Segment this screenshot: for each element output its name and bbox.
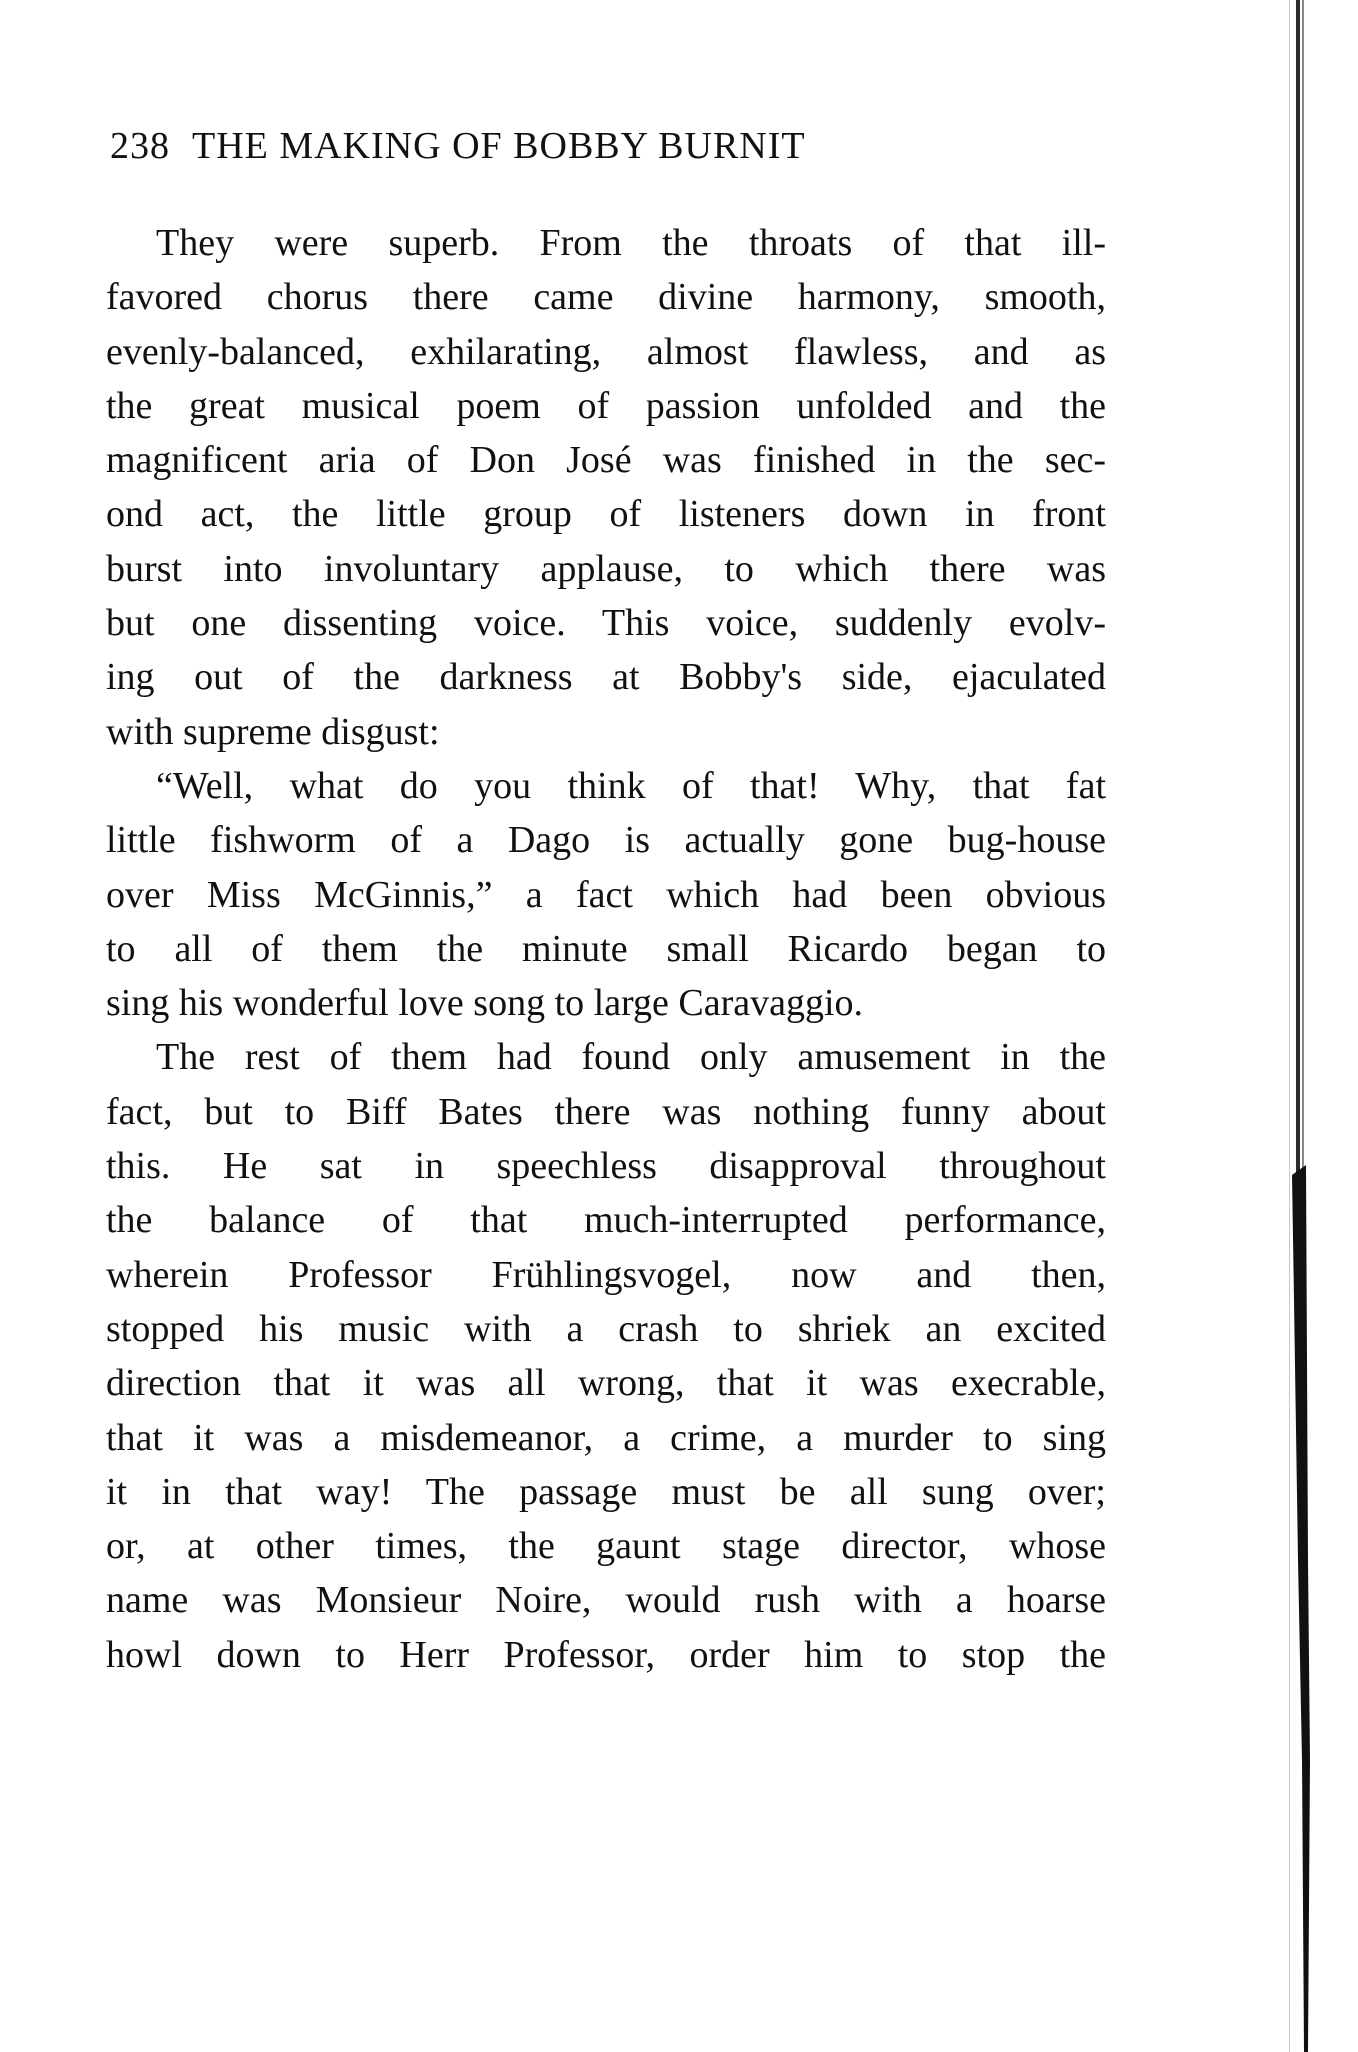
text-line: evenly-balanced, exhilarating, almost flawless, and as (106, 330, 1106, 373)
text-line: the great musical poem of passion unfolded and the (106, 384, 1106, 427)
text-line: little fishworm of a Dago is actually gone bug-house (106, 819, 1106, 862)
text-line: the balance of that much-interrupted performance, (106, 1199, 1106, 1242)
text-line: name was Monsieur Noire, would rush with a hoarse (106, 1579, 1106, 1622)
text-line: it in that way! The passage must be all sung over; (106, 1470, 1106, 1513)
text-line: over Miss McGinnis,” a fact which had been obvious (106, 873, 1106, 916)
running-header (110, 124, 1110, 168)
body-text (106, 216, 1106, 1682)
text-line: howl down to Herr Professor, order him to stop the (106, 1633, 1106, 1676)
text-line: “Well, what do you think of that! Why, that fat (156, 764, 1106, 807)
text-line: fact, but to Biff Bates there was nothing funny about (106, 1090, 1106, 1133)
text-line: sing his wonderful love song to large Caravaggio. (106, 982, 864, 1025)
text-line: but one dissenting voice. This voice, suddenly evolv- (106, 602, 1106, 645)
text-line: this. He sat in speechless disapproval throughout (106, 1145, 1106, 1188)
text-line: direction that it was all wrong, that it was execrable, (106, 1362, 1106, 1405)
text-line: stopped his music with a crash to shriek an excited (106, 1307, 1106, 1350)
text-line: The rest of them had found only amusement in the (156, 1036, 1106, 1079)
text-line: ing out of the darkness at Bobby's side, ejaculated (106, 656, 1106, 699)
binding-edge-shadow (1288, 0, 1312, 2052)
text-line: They were superb. From the throats of that ill- (156, 222, 1106, 264)
page-number: 238 (110, 125, 170, 167)
running-title: THE MAKING OF BOBBY BURNIT (192, 125, 806, 167)
text-line: favored chorus there came divine harmony, smooth, (106, 276, 1106, 319)
text-line: wherein Professor Frühlingsvogel, now and then, (106, 1253, 1106, 1296)
text-line: or, at other times, the gaunt stage director, whose (106, 1525, 1106, 1568)
text-line: magnificent aria of Don José was finished in the sec- (106, 439, 1106, 482)
text-line: burst into involuntary applause, to which there was (106, 547, 1106, 590)
text-line: that it was a misdemeanor, a crime, a murder to sing (106, 1416, 1106, 1459)
text-line: to all of them the minute small Ricardo began to (106, 927, 1106, 970)
text-line: ond act, the little group of listeners down in front (106, 493, 1106, 536)
text-line: with supreme disgust: (106, 710, 440, 753)
